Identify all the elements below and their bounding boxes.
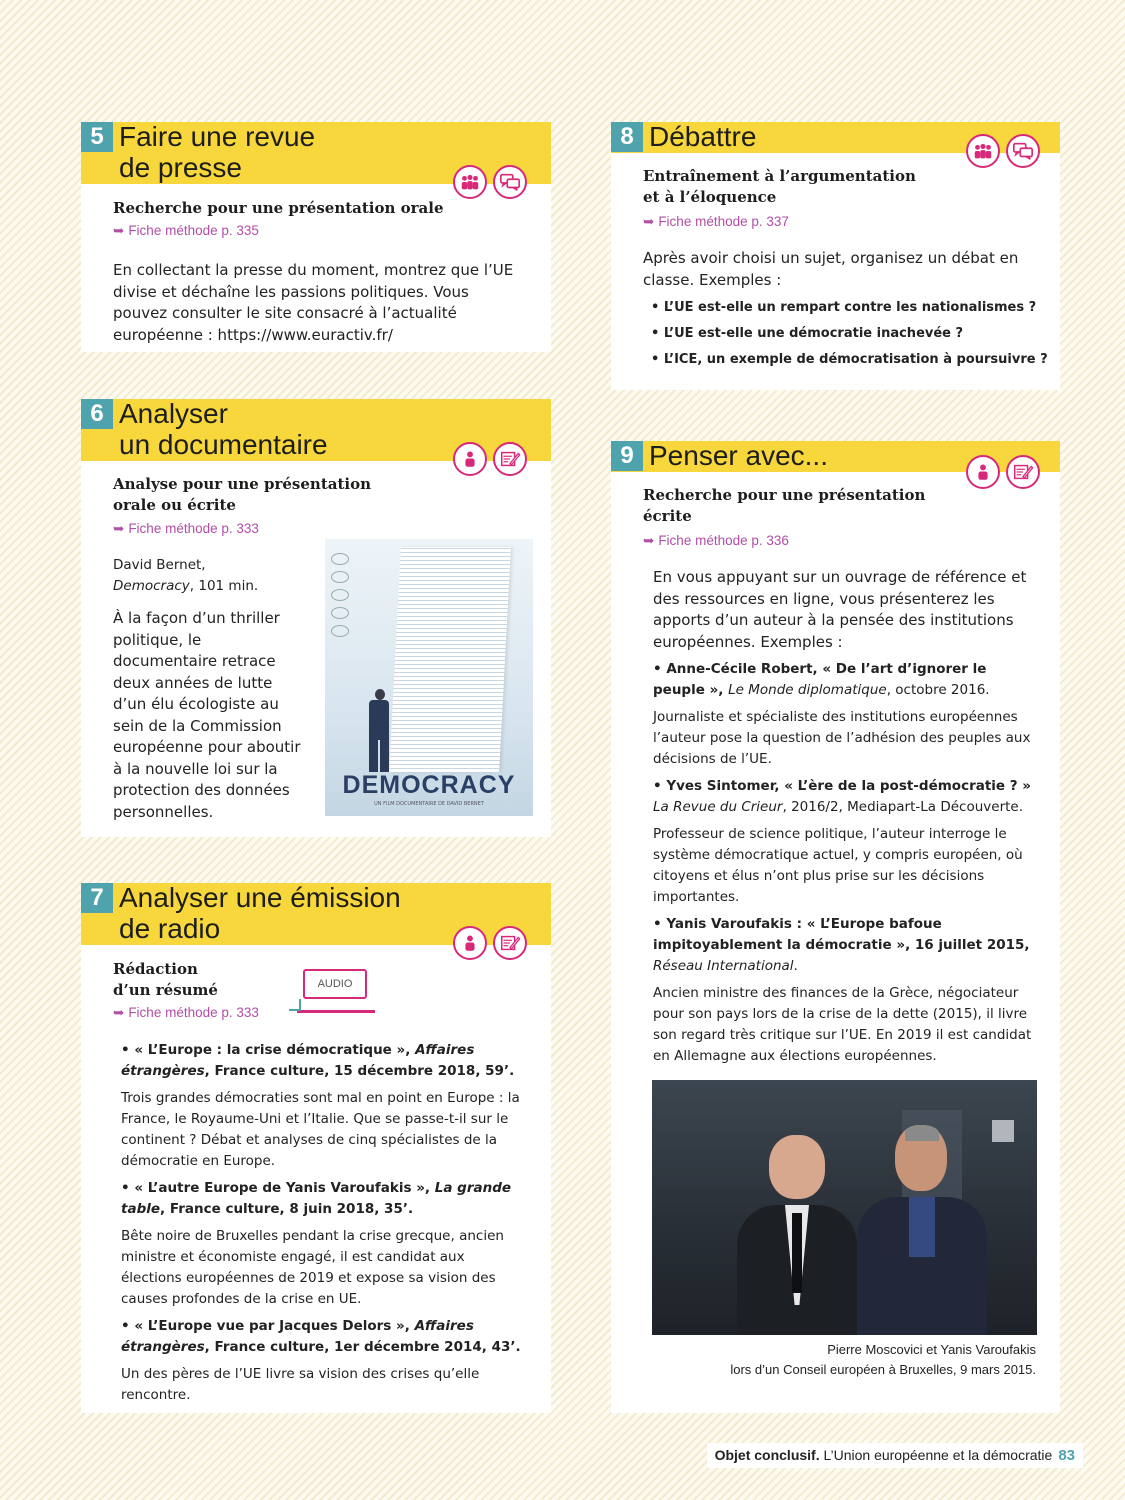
person-left [737,1135,857,1335]
film-poster [325,539,533,816]
card-body: En collectant la presse du moment, montrez que l’UE divise et déchaîne les passions politiques. Vous pouvez consulter le site consacré à l’actualité européenne : https://www.euractiv.fr/ [113,261,514,344]
list-item: • Anne-Cécile Robert, « De l’art d’ignorer le peuple », Le Monde diplomatique, octobre 2016. [653,661,990,698]
activity-icons [966,134,1040,168]
list-item: • Yanis Varoufakis : « L’Europe bafoue impitoyablement la démocratie », 16 juillet 2015, Réseau International. [653,916,1030,974]
list-item-desc: Ancien ministre des finances de la Grèce, négociateur pour son pays lors de la crise de la dette (2015), il livre son regard très critique sur l’UE. En 2019 il est candidat en Allemagne aux élections européennes. [653,985,1032,1064]
list-item: • « L’Europe vue par Jacques Delors », Affaires étrangères, France culture, 1er décembre 2014, 43’. [121,1318,521,1355]
list-item-desc: Journaliste et spécialiste des institutions européennes l’auteur pose la question de l’adhésion des peuples aux décisions de l’UE. [653,709,1031,767]
photo-moscovici-varoufakis [652,1080,1037,1335]
paper-stack [389,547,511,772]
card-subtitle: Recherche pour une présentation orale [113,199,444,217]
activity-card-9 [611,441,1060,1413]
card-intro: Après avoir choisi un sujet, organisez un débat en classe. Exemples : [643,249,1019,289]
card-subtitle-line2: et à l’éloquence [643,188,777,206]
cursor-arrow-icon [289,999,301,1011]
speech-bubbles-icon [493,165,527,199]
arrow-icon: ➥ [643,214,655,229]
speech-bubbles-icon [1006,134,1040,168]
card-number: 9 [611,441,643,471]
audio-underline [297,1010,375,1013]
list-item-desc: Trois grandes démocraties sont mal en point en Europe : la France, le Royaume-Uni et l’Italie. Que se passe-t-il sur le continent ? Débat et analyses de cinq spécialistes de la démocratie en Europe. [121,1090,520,1169]
activity-card-8 [611,122,1060,390]
card-subtitle-line2: écrite [643,507,692,525]
audio-label: AUDIO [317,978,353,990]
person-icon [966,455,1000,489]
activity-icons [453,165,527,199]
card-number: 8 [611,122,643,152]
group-icon [966,134,1000,168]
group-icon [453,165,487,199]
footer-label: Objet conclusif. [714,1447,820,1463]
audio-button[interactable] [303,969,367,999]
arrow-icon: ➥ [113,223,125,238]
card-subtitle-line1: Recherche pour une présentation [643,486,926,504]
list-item: • Yves Sintomer, « L’ère de la post-démocratie ? » La Revue du Crieur, 2016/2, Mediapart-La Découverte. [653,778,1032,815]
author-list [653,659,1043,1073]
man-figure [369,689,391,774]
list-item: • L’ICE, un exemple de démocratisation à poursuivre ? [651,352,1048,367]
method-link[interactable]: ➥ Fiche méthode p. 333 [113,1005,259,1020]
photo-caption-line2: lors d’un Conseil européen à Bruxelles, 9 mars 2015. [730,1362,1036,1377]
card-subtitle-line2: d’un résumé [113,981,218,999]
footer-text: L’Union européenne et la démocratie [819,1447,1053,1463]
page-footer [707,1443,1083,1468]
person-icon [453,926,487,960]
person-icon [453,442,487,476]
debate-topics [651,295,1056,373]
card-title-line2: de presse [119,152,242,183]
activity-icons [966,455,1040,489]
method-link[interactable]: ➥ Fiche méthode p. 335 [113,223,259,238]
activity-card-6 [81,399,551,837]
list-item: • « L’Europe : la crise démocratique », Affaires étrangères, France culture, 15 décembre 2018, 59’. [121,1042,515,1079]
card-title-line1: Faire une revue [119,121,316,152]
poster-caption: UN FILM DOCUMENTAIRE DE DAVID BERNET [374,801,484,807]
card-subtitle-line2: orale ou écrite [113,496,236,514]
card-title-line1: Analyser [119,398,228,429]
list-item: • L’UE est-elle un rempart contre les nationalismes ? [651,300,1037,315]
method-link[interactable]: ➥ Fiche méthode p. 337 [643,214,789,229]
person-right [857,1125,987,1335]
card-number: 6 [81,399,113,429]
card-title: Penser avec... [649,440,828,471]
arrow-icon: ➥ [643,533,655,548]
list-item: • « L’autre Europe de Yanis Varoufakis », La grande table, France culture, 8 juin 2018, 35’. [121,1180,512,1217]
card-title-line2: un documentaire [119,429,328,460]
list-item-desc: Un des pères de l’UE livre sa vision des crises qu’elle rencontre. [121,1366,480,1403]
writing-icon [1006,455,1040,489]
card-subtitle-line1: Rédaction [113,960,198,978]
list-item: • L’UE est-elle une démocratie inachevée ? [651,326,964,341]
activity-icons [453,926,527,960]
page-number: 83 [1058,1447,1075,1464]
card-title: Débattre [649,121,757,152]
card-number: 7 [81,883,113,913]
writing-icon [493,442,527,476]
photo-caption-line1: Pierre Moscovici et Yanis Varoufakis [827,1342,1036,1357]
card-subtitle-line1: Entraînement à l’argumentation [643,167,916,185]
activity-card-5 [81,122,551,352]
method-link[interactable]: ➥ Fiche méthode p. 336 [643,533,789,548]
list-item-desc: Bête noire de Bruxelles pendant la crise grecque, ancien ministre et économiste engagé, il est candidat aux élections européennes de 2019 et expose sa vision des causes profondes de la crise en UE. [121,1228,504,1307]
radio-list [121,1040,521,1412]
writing-icon [493,926,527,960]
festival-laurels [331,553,349,663]
card-number: 5 [81,122,113,152]
card-subtitle-line1: Analyse pour une présentation [113,475,372,493]
card-intro: En vous appuyant sur un ouvrage de référence et des ressources en ligne, vous présenterez les apports d’un auteur à la pensée des institutions européennes. Exemples : [653,568,1027,651]
arrow-icon: ➥ [113,1005,125,1020]
poster-title: DEMOCRACY [342,771,516,799]
card-title-line2: de radio [119,913,221,944]
list-item-desc: Professeur de science politique, l’auteur interroge le système démocratique actuel, y compris européen, où citoyens et élus n’ont plus prise sur les décisions importantes. [653,826,1023,905]
activity-card-7 [81,883,551,1413]
card-title-line1: Analyser une émission [119,882,401,913]
card-body: À la façon d’un thriller politique, le documentaire retrace deux années de lutte d’un élu écologiste au sein de la Commission européenne pour aboutir à la nouvelle loi sur la protection des données personnelles. [113,609,301,821]
activity-icons [453,442,527,476]
film-reference: David Bernet, Democracy, 101 min. [113,557,259,594]
method-link[interactable]: ➥ Fiche méthode p. 333 [113,521,259,536]
arrow-icon: ➥ [113,521,125,536]
